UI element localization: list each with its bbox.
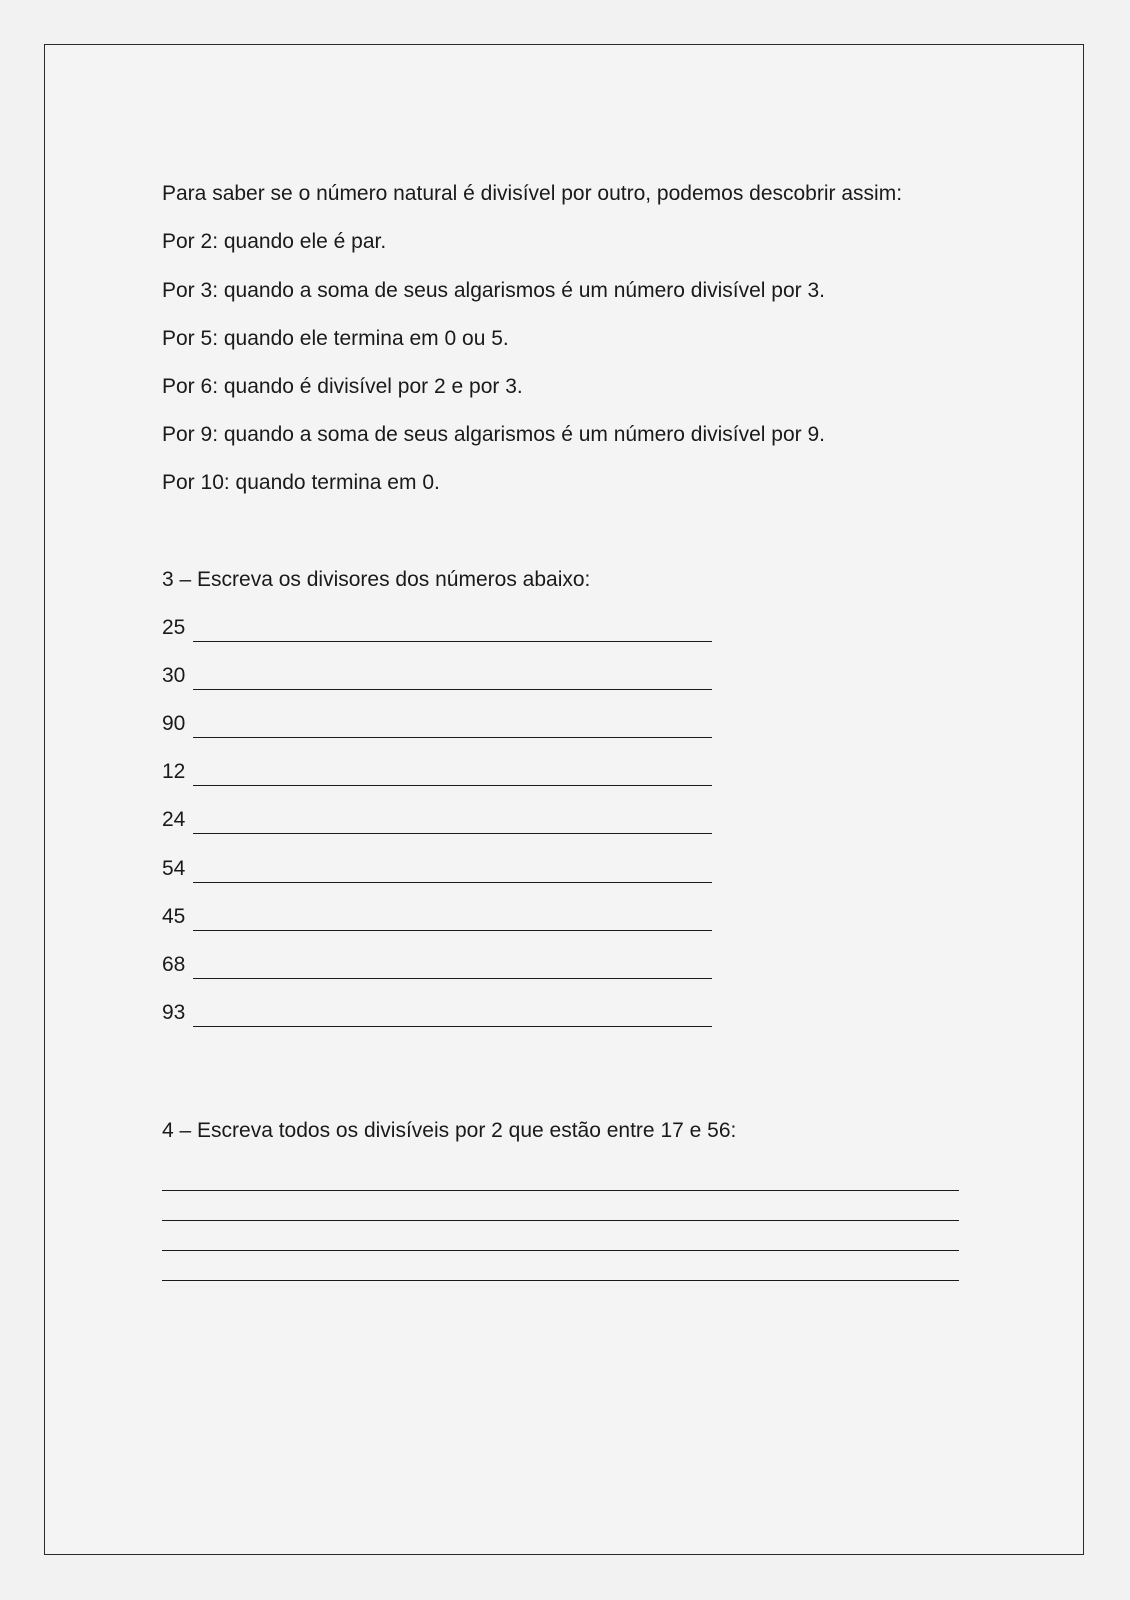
divisor-answer-row bbox=[162, 857, 722, 883]
divisor-answer-row bbox=[162, 1001, 722, 1027]
rule-3: Por 3: quando a soma de seus algarismos é um número divisível por 3. bbox=[162, 279, 826, 302]
answer-blank-line[interactable] bbox=[193, 641, 712, 642]
worksheet-page bbox=[44, 44, 1084, 1555]
answer-blank-line[interactable] bbox=[193, 1026, 712, 1027]
answer-blank-line[interactable] bbox=[193, 737, 712, 738]
rule-5: Por 5: quando ele termina em 0 ou 5. bbox=[162, 327, 509, 350]
rule-6: Por 6: quando é divisível por 2 e por 3. bbox=[162, 375, 523, 398]
answer-blank-line[interactable] bbox=[162, 1280, 959, 1281]
answer-blank-line[interactable] bbox=[162, 1220, 959, 1221]
answer-blank-line[interactable] bbox=[193, 930, 712, 931]
rule-10: Por 10: quando termina em 0. bbox=[162, 471, 440, 494]
divisor-answer-row bbox=[162, 664, 722, 690]
answer-blank-line[interactable] bbox=[162, 1190, 959, 1191]
rule-2: Por 2: quando ele é par. bbox=[162, 230, 387, 253]
exercise-3-prompt: 3 – Escreva os divisores dos números abaixo: bbox=[162, 568, 591, 591]
divisor-answer-row bbox=[162, 905, 722, 931]
exercise-4-prompt: 4 – Escreva todos os divisíveis por 2 que estão entre 17 e 56: bbox=[162, 1119, 737, 1142]
number-label: 24 bbox=[162, 808, 186, 831]
intro-heading: Para saber se o número natural é divisível por outro, podemos descobrir assim: bbox=[162, 182, 903, 205]
divisor-answer-row bbox=[162, 808, 722, 834]
rule-9: Por 9: quando a soma de seus algarismos é um número divisível por 9. bbox=[162, 423, 826, 446]
answer-blank-line[interactable] bbox=[193, 689, 712, 690]
answer-blank-line[interactable] bbox=[193, 833, 712, 834]
divisor-answer-row bbox=[162, 616, 722, 642]
number-label: 12 bbox=[162, 760, 186, 783]
divisor-answer-row bbox=[162, 760, 722, 786]
divisor-answer-row bbox=[162, 712, 722, 738]
number-label: 54 bbox=[162, 857, 186, 880]
number-label: 45 bbox=[162, 905, 186, 928]
number-label: 25 bbox=[162, 616, 186, 639]
answer-blank-line[interactable] bbox=[162, 1250, 959, 1251]
divisor-answer-row bbox=[162, 953, 722, 979]
answer-blank-line[interactable] bbox=[193, 785, 712, 786]
answer-blank-line[interactable] bbox=[193, 882, 712, 883]
number-label: 30 bbox=[162, 664, 186, 687]
number-label: 68 bbox=[162, 953, 186, 976]
answer-blank-line[interactable] bbox=[193, 978, 712, 979]
number-label: 93 bbox=[162, 1001, 186, 1024]
number-label: 90 bbox=[162, 712, 186, 735]
